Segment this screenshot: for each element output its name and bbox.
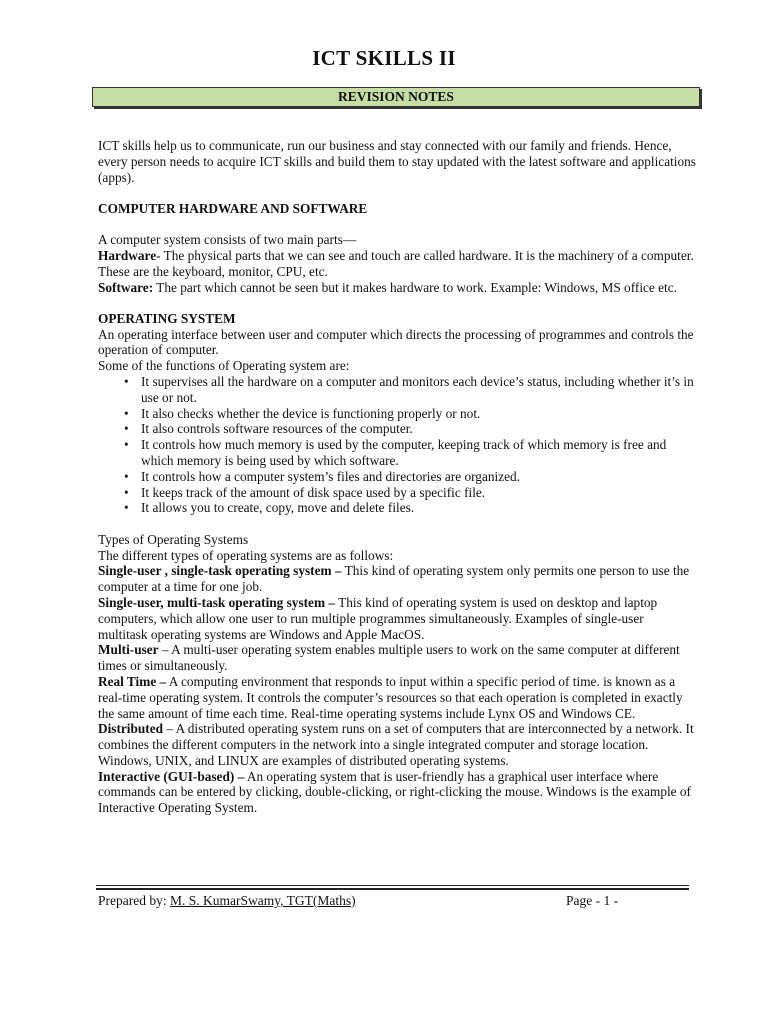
list-item: • It controls how a computer system’s files and directories are organized. <box>141 469 696 485</box>
os-type-term: Single-user, multi-task operating system – <box>98 594 336 610</box>
os-type-item <box>98 595 696 642</box>
list-item: • It also controls software resources of the computer. <box>141 421 696 437</box>
hardware-term: Hardware <box>98 247 157 263</box>
os-type-term: Real Time – <box>98 673 167 689</box>
os-type-term: Distributed <box>98 721 164 737</box>
prepared-by <box>98 893 356 909</box>
os-type-text: This kind of operating system is used on desktop and laptop computers, which allow one user to run multiple programmes simultaneously. Examples of single-user multitask operating systems are Windows and Apple MacOS. <box>98 594 658 642</box>
intro-paragraph: ICT skills help us to communicate, run our business and stay connected with our family and friends. Hence, every person needs to acquire ICT skills and build them to stay updated with the latest software and applications (apps). <box>98 138 696 185</box>
os-type-text: A computing environment that responds to input within a specific period of time. is known as a real-time operating system. It controls the computer’s resources so that each operation is completed in exactly the same amount of time each time. Real-time operating systems include Lynx OS and Windows CE. <box>98 673 683 721</box>
author-name: M. S. KumarSwamy, TGT(Maths) <box>169 893 356 908</box>
document-body <box>98 138 696 816</box>
os-type-item <box>98 642 696 674</box>
prepared-label: Prepared by: <box>98 893 170 908</box>
software-text: The part which cannot be seen but it makes hardware to work. Example: Windows, MS office etc. <box>153 279 677 295</box>
list-item: • It supervises all the hardware on a computer and monitors each device’s status, including whether it’s in use or not. <box>141 374 696 406</box>
list-item: • It also checks whether the device is functioning properly or not. <box>141 406 696 422</box>
os-type-item <box>98 769 696 816</box>
os-type-text: – A multi-user operating system enables multiple users to work on the same computer at different times or simultaneously. <box>98 642 680 674</box>
document-title: ICT SKILLS II <box>312 46 456 70</box>
os-type-text: This kind of operating system only permits one person to use the computer at a time for one job. <box>98 563 690 595</box>
os-functions-lead: Some of the functions of Operating system are: <box>98 358 350 374</box>
os-type-item <box>98 563 696 595</box>
revision-notes-banner: REVISION NOTES <box>92 87 700 107</box>
os-types-lead: The different types of operating systems are as follows: <box>98 547 394 563</box>
os-definition: An operating interface between user and computer which directs the processing of programmes and controls the operation of computer. <box>98 326 694 358</box>
computer-parts-lead: A computer system consists of two main parts— <box>98 232 357 248</box>
software-definition <box>98 280 696 296</box>
os-functions-list <box>98 374 696 516</box>
list-item: • It allows you to create, copy, move and delete files. <box>141 500 696 516</box>
os-types-heading: Types of Operating Systems <box>98 531 249 547</box>
os-type-item <box>98 721 696 768</box>
list-item: • It controls how much memory is used by the computer, keeping track of which memory is free and which memory is being used by which software. <box>141 437 696 469</box>
hardware-text: - The physical parts that we can see and touch are called hardware. It is the machinery of a computer. These are the keyboard, monitor, CPU, etc. <box>98 247 694 279</box>
os-type-term: Single-user , single-task operating system – <box>98 563 342 579</box>
hardware-software-heading: COMPUTER HARDWARE AND SOFTWARE <box>98 200 368 216</box>
os-type-item <box>98 674 696 721</box>
os-type-text: An operating system that is user-friendly has a graphical user interface where commands can be entered by clicking, double-clicking, or right-clicking the mouse. Windows is the example of Interactive Operating System. <box>98 768 691 816</box>
hardware-definition <box>98 248 696 280</box>
os-type-text: – A distributed operating system runs on a set of computers that are interconnected by a network. It combines the different computers in the network into a single integrated computer and storage location. Windows, UNIX, and LINUX are examples of distributed operating systems. <box>98 721 694 768</box>
footer-divider-thick <box>96 888 689 890</box>
operating-system-heading: OPERATING SYSTEM <box>98 310 236 326</box>
os-type-term: Multi-user <box>98 642 159 658</box>
list-item: • It keeps track of the amount of disk space used by a specific file. <box>141 485 696 501</box>
footer-divider <box>96 885 689 886</box>
software-term: Software: <box>98 279 154 295</box>
page-number: Page - 1 - <box>566 893 619 908</box>
os-type-term: Interactive (GUI-based) – <box>98 768 245 784</box>
